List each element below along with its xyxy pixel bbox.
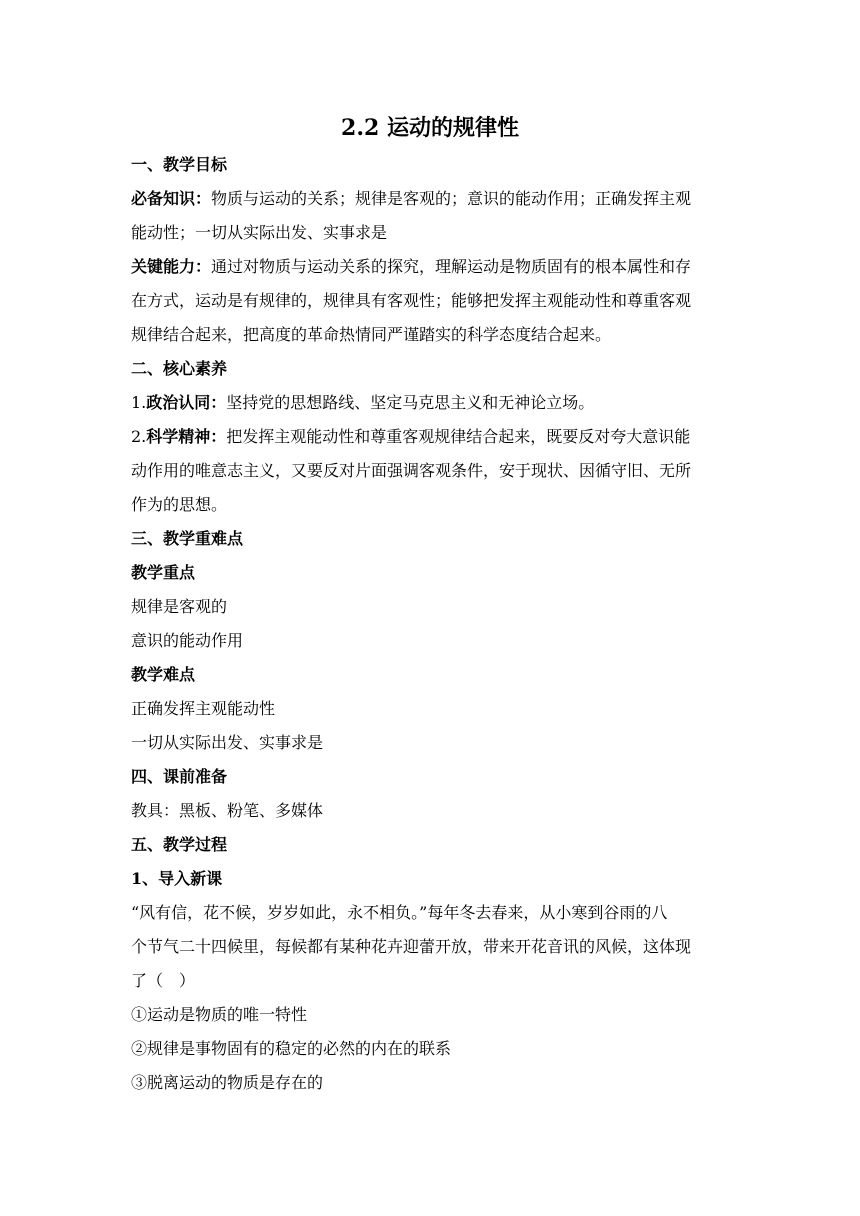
key-point-item: 规律是客观的 (131, 597, 228, 616)
ability-label: 关键能力： (131, 257, 212, 276)
knowledge-line-2: 能动性；一切从实际出发、实事求是 (131, 223, 388, 242)
page-title: 2.2 运动的规律性 (341, 115, 519, 141)
ability-text-1: 通过对物质与运动关系的探究，理解运动是物质固有的根本属性和存 (211, 257, 692, 276)
ability-line-2: 在方式，运动是有规律的，规律具有客观性；能够把发挥主观能动性和尊重客观 (131, 291, 692, 310)
literacy-item-2-label: 科学精神： (146, 427, 227, 446)
literacy-item-1-prefix: 1. (131, 393, 147, 412)
literacy-item-2-text-1: 把发挥主观能动性和尊重客观规律结合起来，既要反对夸大意识能 (226, 427, 691, 446)
difficult-point-item: 正确发挥主观能动性 (131, 699, 276, 718)
key-points-heading: 教学重点 (131, 563, 196, 582)
question-line-3: 了（ ） (131, 971, 196, 990)
section-heading-key-difficult-points: 三、教学重难点 (131, 529, 244, 548)
section-heading-teaching-process: 五、教学过程 (131, 835, 228, 854)
literacy-item-2-line-2: 动作用的唯意志主义，又要反对片面强调客观条件，安于现状、因循守旧、无所 (131, 461, 692, 480)
ability-line-3: 规律结合起来，把高度的革命热情同严谨踏实的科学态度结合起来。 (131, 325, 612, 344)
key-point-item: 意识的能动作用 (131, 631, 244, 650)
question-line-1: “风有信，花不候，岁岁如此，永不相负。”每年冬去春来，从小寒到谷雨的八 (131, 903, 668, 922)
knowledge-line-1 (131, 182, 731, 216)
literacy-item-1-text: 坚持党的思想路线、坚定马克思主义和无神论立场。 (226, 393, 595, 412)
literacy-item-2-line-3: 作为的思想。 (131, 495, 228, 514)
section-heading-teaching-goals: 一、教学目标 (131, 155, 228, 174)
question-line-2: 个节气二十四候里，每候都有某种花卉迎蕾开放，带来开花音讯的风候，这体现 (131, 937, 692, 956)
section-heading-preparation: 四、课前准备 (131, 767, 228, 786)
teaching-tools: 教具：黑板、粉笔、多媒体 (131, 801, 324, 820)
difficult-point-item: 一切从实际出发、实事求是 (131, 733, 324, 752)
ability-line-1 (131, 250, 731, 284)
section-heading-core-literacy: 二、核心素养 (131, 359, 228, 378)
answer-option: ②规律是事物固有的稳定的必然的内在的联系 (131, 1039, 452, 1058)
answer-option: ①运动是物质的唯一特性 (131, 1005, 308, 1024)
literacy-item-1 (131, 386, 731, 420)
answer-option: ③脱离运动的物质是存在的 (131, 1073, 324, 1092)
literacy-item-2-line-1 (131, 420, 731, 454)
knowledge-label: 必备知识： (131, 189, 212, 208)
knowledge-text-1: 物质与运动的关系；规律是客观的；意识的能动作用；正确发挥主观 (211, 189, 692, 208)
literacy-item-2-prefix: 2. (131, 427, 147, 446)
difficult-points-heading: 教学难点 (131, 665, 196, 684)
subsection-heading-introduction: 1、导入新课 (131, 869, 223, 888)
document-body (131, 148, 731, 1100)
literacy-item-1-label: 政治认同： (146, 393, 227, 412)
